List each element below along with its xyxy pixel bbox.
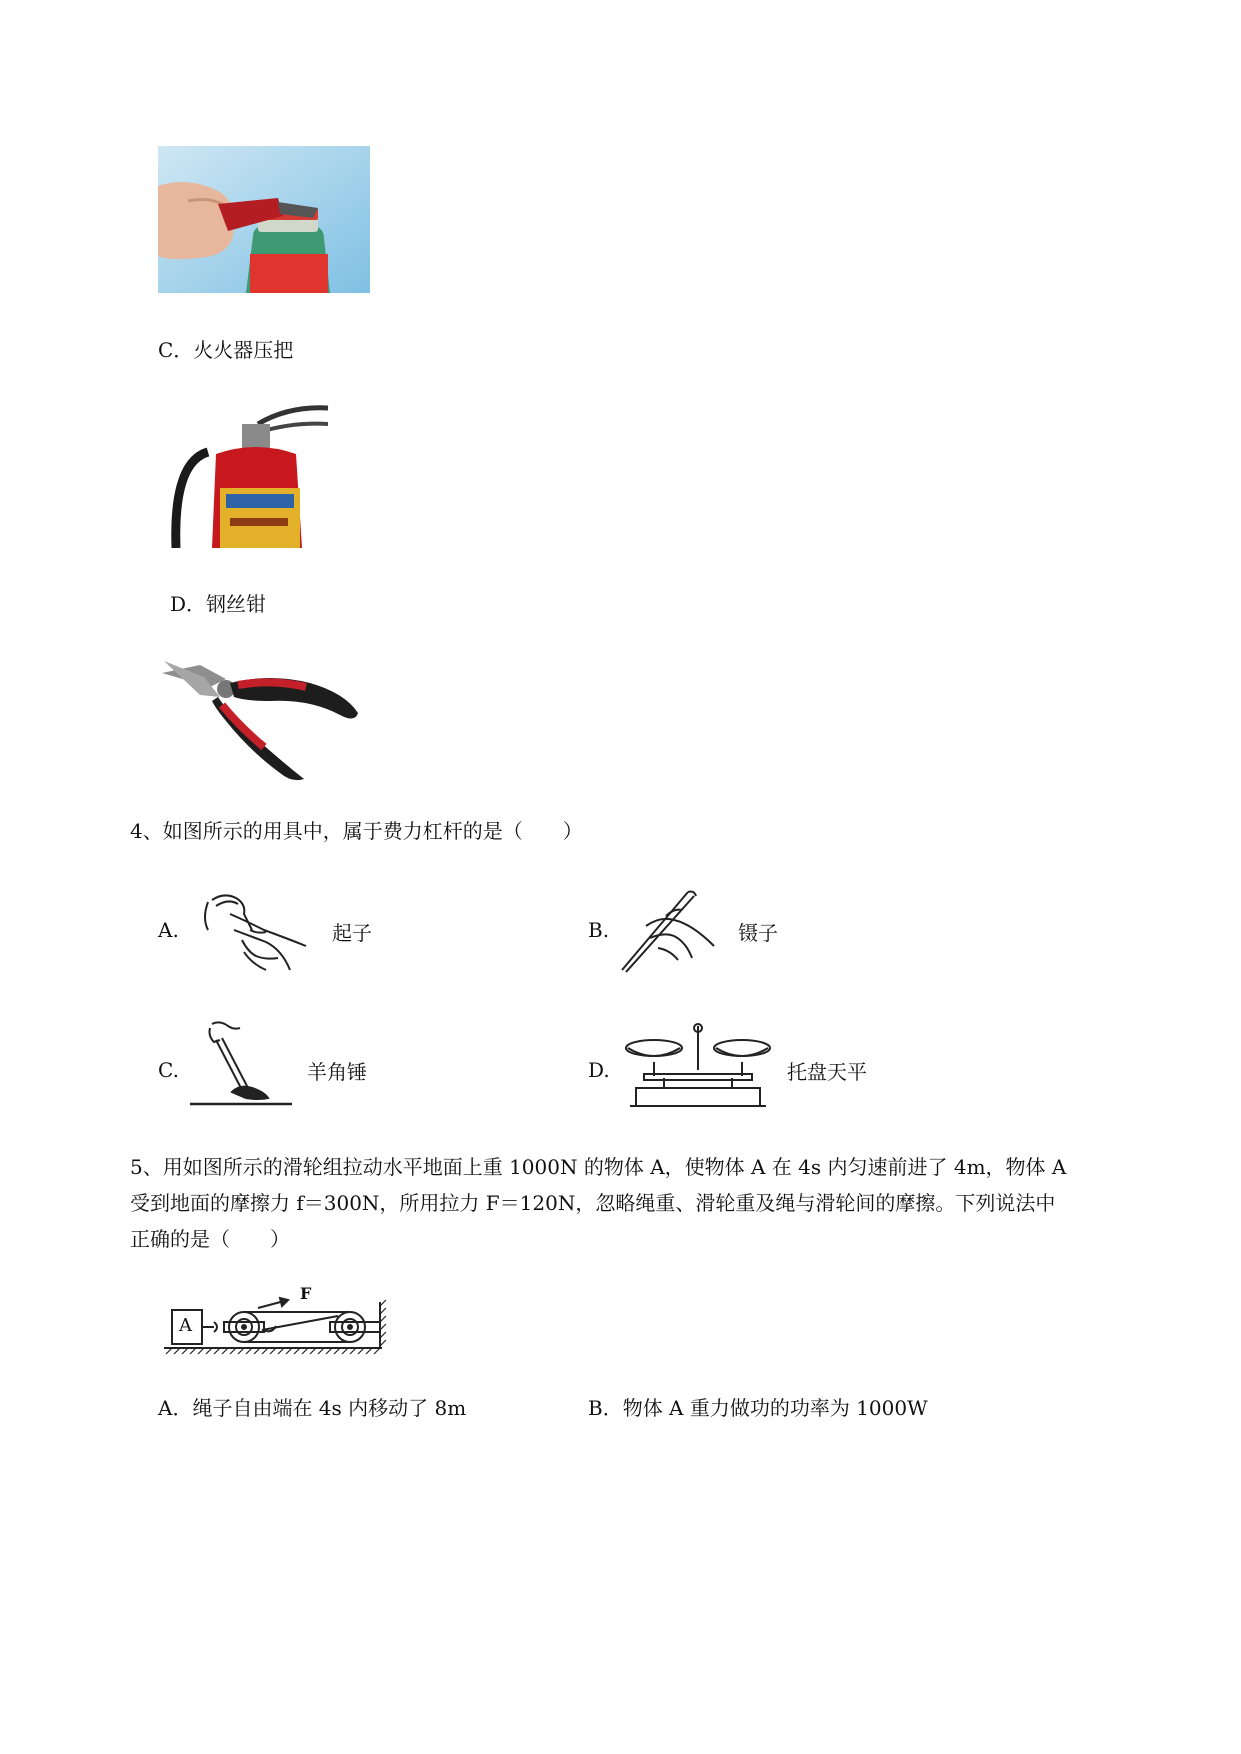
q4-option-b-label: 镊子 <box>738 921 778 945</box>
bottle-opener-drawing <box>194 890 314 976</box>
fire-extinguisher-photo <box>168 402 334 548</box>
question-5-line-1: 5、用如图所示的滑轮组拉动水平地面上重 1000N 的物体 A，使物体 A 在 4s 内匀速前进了 4m，物体 A <box>130 1155 1067 1179</box>
pliers-photo <box>160 655 362 783</box>
bottle-opener-photo <box>158 146 370 293</box>
item-c-caption: C．火火器压把 <box>158 338 294 362</box>
question-5-line-2: 受到地面的摩擦力 f＝300N，所用拉力 F＝120N，忽略绳重、滑轮重及绳与滑轮间的摩擦。下列说法中 <box>130 1191 1056 1215</box>
q5-option-b: B．物体 A 重力做功的功率为 1000W <box>588 1396 928 1420</box>
q4-option-c-label: 羊角锤 <box>307 1060 367 1084</box>
question-5-line-3: 正确的是（ ） <box>130 1227 290 1251</box>
pulley-system-figure <box>162 1282 390 1362</box>
q4-option-b-letter: B. <box>588 918 610 942</box>
q4-option-d-label: 托盘天平 <box>787 1060 867 1084</box>
force-f-label: F <box>300 1284 312 1303</box>
tweezers-drawing <box>616 886 720 974</box>
claw-hammer-drawing <box>188 1018 296 1110</box>
balance-scale-drawing <box>624 1022 772 1114</box>
q5-option-a: A．绳子自由端在 4s 内移动了 8m <box>158 1396 467 1420</box>
question-4-stem: 4、如图所示的用具中，属于费力杠杆的是（ ） <box>130 819 583 843</box>
block-a-label: A <box>179 1315 192 1336</box>
q4-option-d-letter: D. <box>588 1058 610 1082</box>
q4-option-c-letter: C. <box>158 1058 179 1082</box>
q4-option-a-letter: A. <box>158 918 179 942</box>
q4-option-a-label: 起子 <box>332 921 372 945</box>
item-d-caption: D．钢丝钳 <box>170 592 267 616</box>
